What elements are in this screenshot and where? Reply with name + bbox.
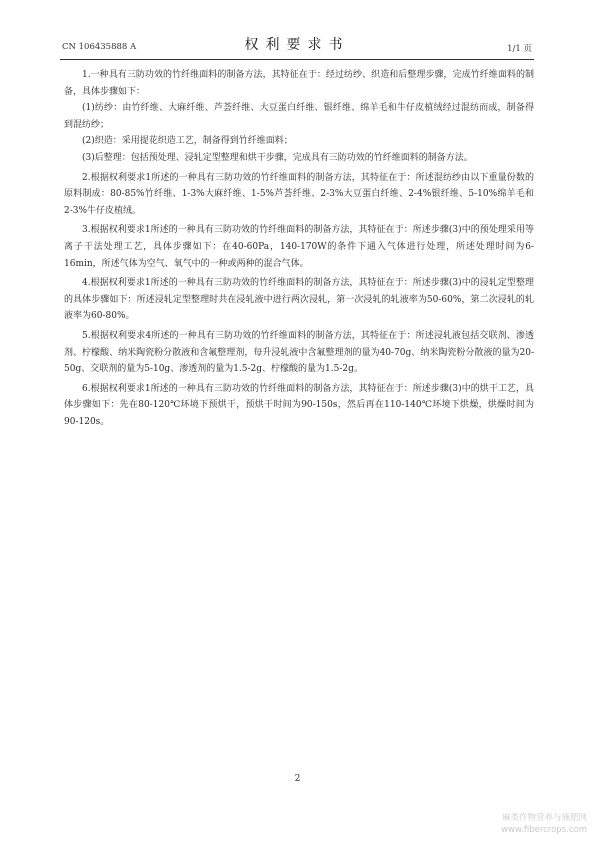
claim-5-paragraph: 5.根据权利要求4所述的一种具有三防功效的竹纤维面料的制备方法，其特征在于：所述浸轧液包括交联剂、渗透剂、柠檬酸、纳米陶瓷粉分散液和含氟整理剂，每升浸轧液中含氟整理剂的量为40-70g、纳米陶瓷粉分散液的量为20-50g、交联剂的量为5-10g、渗透剂的量为1.5-2g、柠檬酸的量为1.5-2g。 xyxy=(64,330,534,375)
claim-1-paragraph: 1.一种具有三防功效的竹纤维面料的制备方法，其特征在于：经过纺纱、织造和后整理步骤，完成竹纤维面料的制备，具体步骤如下： xyxy=(64,70,534,97)
page-fraction: 1/1 页 xyxy=(507,44,532,54)
claim-1-step-1: (1)纺纱：由竹纤维、大麻纤维、芦荟纤维、大豆蛋白纤维、银纤维、绵羊毛和牛仔皮植绒经过混纺而成，制备得到混纺纱； xyxy=(64,103,534,130)
claim-1-step-3: (3)后整理：包括预处理、浸轧定型整理和烘干步骤，完成具有三防功效的竹纤维面料的制备方法。 xyxy=(82,152,473,163)
claim-2-paragraph: 2.根据权利要求1所述的一种具有三防功效的竹纤维面料的制备方法，其特征在于：所述混纺纱由以下重量份数的原料制成：80-85%竹纤维、1-3%大麻纤维、1-5%芦荟纤维、2-3%大豆蛋白纤维、2-4%银纤维、5-10%绵羊毛和2-3%牛仔皮植绒。 xyxy=(64,172,534,216)
claim-4-paragraph: 4.根据权利要求1所述的一种具有三防功效的竹纤维面料的制备方法，其特征在于：所述步骤(3)中的浸轧定型整理的具体步骤如下：所述浸轧定型整理时共在浸轧液中进行两次浸轧，第一次浸轧的轧液率为50-60%，第二次浸轧的轧液率为60-80%。 xyxy=(64,278,534,322)
watermark-site-name: 麻类作物营养与施肥网 xyxy=(501,813,587,823)
publication-number: CN 106435888 A xyxy=(62,42,137,52)
claims-body xyxy=(64,67,534,430)
claim-3-paragraph: 3.根据权利要求1所述的一种具有三防功效的竹纤维面料的制备方法，其特征在于：所述步骤(3)中的预处理采用等离子干法处理工艺，具体步骤如下：在40-60Pa，140-170W的条件下通入气体进行处理，所述处理时间为6-16min，所述气体为空气、氧气中的一种或两种的混合气体。 xyxy=(64,225,534,269)
page-number: 2 xyxy=(294,774,301,784)
claim-6-paragraph: 6.根据权利要求1所述的一种具有三防功效的竹纤维面料的制备方法，其特征在于：所述步骤(3)中的烘干工艺，具体步骤如下：先在80-120℃环境下预烘干，预烘干时间为90-150s，然后再在110-140℃环境下烘燥，烘燥时间为90-120s。 xyxy=(64,383,534,427)
header-divider xyxy=(60,59,534,60)
claim-1-step-2: (2)织造：采用提花织造工艺，制备得到竹纤维面料； xyxy=(82,136,293,147)
watermark-url: www.fibercrops.com xyxy=(501,825,587,835)
document-header xyxy=(62,34,532,56)
document-title: 权利要求书 xyxy=(244,37,350,53)
watermark xyxy=(501,812,587,836)
